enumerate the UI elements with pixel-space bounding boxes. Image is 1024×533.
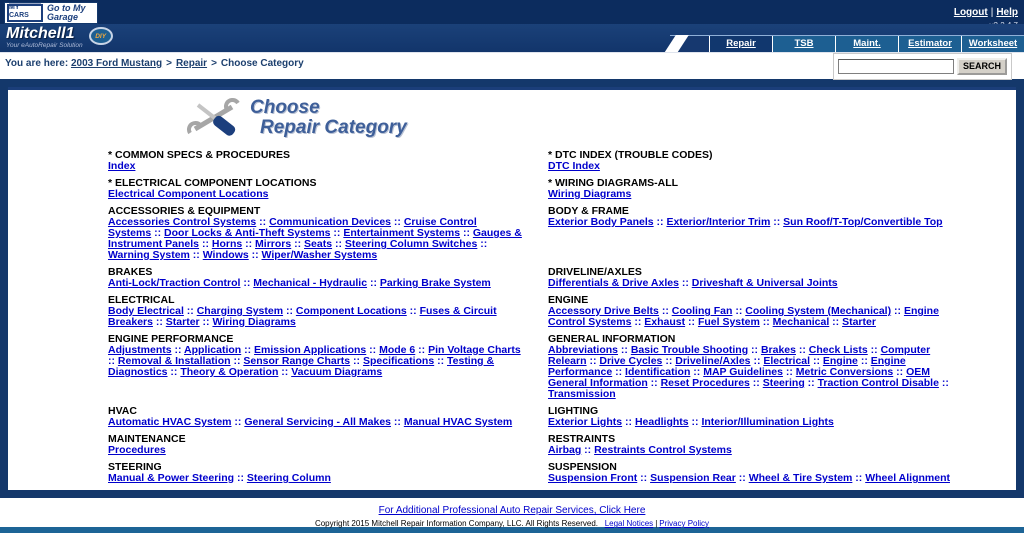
breadcrumb-label: You are here: [5,58,69,69]
category-link[interactable]: Metric Conversions [795,366,894,378]
link-separator: :: [750,355,764,367]
category-link[interactable]: Mirrors [255,238,292,250]
category-link[interactable]: Exterior Lights [548,416,623,428]
category-link[interactable]: General Servicing - All Makes [244,416,391,428]
main-region [0,79,1024,498]
category-row [108,434,1016,456]
category-link[interactable]: Driveshaft & Universal Joints [691,277,838,289]
category-link[interactable]: Wheel & Tire System [748,472,853,484]
category-link[interactable]: Wiring Diagrams [548,188,632,200]
category-link[interactable]: Engine [822,355,858,367]
category-cell-left [108,206,548,261]
category-link[interactable]: Entertainment Systems [343,227,461,239]
category-link[interactable]: Exhaust [644,316,686,328]
category-link[interactable]: Abbreviations [548,344,619,356]
tab-tsb[interactable]: TSB [772,36,835,52]
link-separator: :: [647,377,661,389]
category-links [548,161,962,172]
brand-tagline: Your eAutoRepair Solution [6,42,83,49]
breadcrumb-current: Choose Category [220,58,304,69]
link-separator: :: [759,316,773,328]
category-link[interactable]: Seats [304,238,333,250]
legal-notices-link[interactable]: Legal Notices [604,519,654,528]
link-separator: :: [658,305,672,317]
category-link[interactable]: Steering Column Switches [344,238,478,250]
tab-bar [670,35,1024,52]
link-separator: :: [415,344,429,356]
category-link[interactable]: Transmission [548,388,616,400]
garage-button-label: Go to My Garage [47,3,86,22]
category-links [108,306,522,328]
category-link[interactable]: Vacuum Diagrams [291,366,383,378]
category-link[interactable]: Pin Voltage Charts [428,344,521,356]
category-link[interactable]: Computer Relearn [548,344,931,367]
category-cell-left [108,334,548,400]
category-cell-left [108,178,548,200]
utility-bar [0,0,1024,24]
category-link[interactable]: Sensor Range Charts [243,355,351,367]
category-link[interactable]: Exterior Body Panels [548,216,654,228]
category-heading: GENERAL INFORMATION [548,333,676,345]
category-cell-left [108,406,548,428]
category-cell-right [548,334,988,400]
breadcrumb-row [0,52,1024,79]
category-cell-right [548,434,988,456]
tab-repair[interactable]: Repair [709,36,772,52]
category-link[interactable]: Engine Control Systems [548,305,939,328]
link-separator: :: [893,366,907,378]
link-separator: :: [367,277,380,289]
category-link[interactable]: Manual HVAC System [403,416,513,428]
category-row [108,150,1016,172]
category-link[interactable]: Brakes [760,344,796,356]
logout-link[interactable]: Logout [953,7,988,18]
link-separator: :: [622,416,635,428]
category-row [108,462,1016,484]
category-heading: DRIVELINE/AXLES [548,266,642,278]
category-link[interactable]: MAP Guidelines [703,366,783,378]
link-separator: :: [167,366,181,378]
link-separator: :: [782,366,796,378]
category-cell-right [548,206,988,261]
category-link[interactable]: Starter [842,316,876,328]
category-heading: * DTC INDEX (TROUBLE CODES) [548,149,713,161]
category-row [108,295,1016,328]
tab-estimator[interactable]: Estimator [898,36,961,52]
link-separator: :: [685,316,698,328]
link-separator: :: [108,355,118,367]
link-separator: :: [234,472,247,484]
category-cell-right [548,295,988,328]
link-separator: :: [857,355,871,367]
category-link[interactable]: Steering Column [246,472,331,484]
link-separator: :: [189,249,203,261]
category-heading: * COMMON SPECS & PROCEDURES [108,149,291,161]
link-separator: :: [199,316,213,328]
category-cell-right [548,178,988,200]
category-link[interactable]: Electrical Component Locations [108,188,269,200]
category-link[interactable]: Manual & Power Steering [108,472,235,484]
link-separator: :: [810,355,823,367]
category-link[interactable]: Application [184,344,242,356]
search-input[interactable] [838,59,954,74]
link-separator: :: [688,416,702,428]
link-separator: :: [678,277,692,289]
link-separator: :: [662,355,676,367]
category-links [548,473,962,484]
category-link[interactable]: Check Lists [808,344,868,356]
link-separator: :: [748,344,761,356]
link-separator: :: [637,472,651,484]
breadcrumb-trail [71,58,304,69]
category-link[interactable]: Airbag [548,444,582,456]
copyright-text: Copyright 2015 Mitchell Repair Information Company, LLC. All Rights Reserved. [314,519,599,528]
link-separator: :: [391,216,404,228]
category-links [548,306,962,328]
category-heading: * WIRING DIAGRAMS-ALL [548,177,679,189]
category-links [108,345,522,378]
link-separator: :: [770,216,784,228]
category-links [548,417,962,428]
category-links [548,445,962,456]
category-link[interactable]: Mechanical - Hydraulic [253,277,368,289]
category-link[interactable]: Removal & Installation [117,355,231,367]
category-link[interactable]: Suspension Rear [650,472,736,484]
go-to-my-garage-button[interactable] [4,2,98,24]
link-separator: :: [795,344,809,356]
category-links [548,189,962,200]
tab-worksheet[interactable]: Worksheet [961,36,1024,52]
category-cell-right [548,462,988,484]
category-link[interactable]: Accessories Control Systems [108,216,257,228]
category-link[interactable]: Interior/Illumination Lights [701,416,834,428]
utility-separator: | [990,7,994,18]
link-separator: :: [242,238,256,250]
link-separator: :: [152,316,166,328]
category-cell-left [108,150,548,172]
diy-badge-icon: DIY [89,27,113,45]
additional-services-link[interactable]: For Additional Professional Auto Repair Services, Click Here [378,505,646,516]
breadcrumb-separator: > [166,58,172,69]
category-links [108,217,522,261]
category-heading: HVAC [108,405,137,417]
category-link[interactable]: Procedures [108,444,166,456]
category-heading: BRAKES [108,266,153,278]
category-row [108,178,1016,200]
category-link[interactable]: Emission Applications [254,344,367,356]
page-title [250,98,407,138]
brand-logo [6,25,113,49]
breadcrumb-link[interactable]: 2003 Ford Mustang [70,58,163,69]
link-separator: :: [749,377,763,389]
category-link[interactable]: Basic Trouble Shooting [630,344,749,356]
link-separator: :: [151,227,165,239]
link-separator: :: [581,444,595,456]
category-link[interactable]: Cooling Fan [671,305,733,317]
category-link[interactable]: Theory & Operation [180,366,279,378]
category-links [108,445,522,456]
category-links [108,417,522,428]
link-separator: :: [330,227,344,239]
link-separator: :: [434,355,447,367]
category-links [108,278,522,289]
category-heading: LIGHTING [548,405,599,417]
category-link[interactable]: Adjustments [108,344,172,356]
link-separator: :: [631,316,645,328]
category-heading: RESTRAINTS [548,433,616,445]
category-link[interactable]: Index [108,160,136,172]
category-link[interactable]: Starter [165,316,200,328]
category-link[interactable]: Exterior/Interior Trim [666,216,771,228]
link-separator: :: [241,344,255,356]
privacy-policy-link[interactable]: Privacy Policy [659,519,710,528]
category-link[interactable]: Parking Brake System [379,277,491,289]
category-heading: ENGINE PERFORMANCE [108,333,234,345]
category-link[interactable]: Wheel Alignment [865,472,950,484]
link-separator: :: [171,344,185,356]
link-separator: :: [735,472,749,484]
search-button[interactable]: SEARCH [957,58,1007,75]
page-title-line2: Repair Category [260,117,407,138]
link-separator: :: [867,344,881,356]
category-link[interactable]: Drive Cycles [599,355,663,367]
link-separator: :: [248,249,262,261]
breadcrumb-separator: > [211,58,217,69]
link-separator: :: [332,238,345,250]
category-link[interactable]: Suspension Front [548,472,638,484]
category-cell-right [548,406,988,428]
link-separator: :: [240,277,254,289]
link-separator: :: [477,238,488,250]
link-separator: :: [278,366,292,378]
category-link[interactable]: Steering [762,377,805,389]
link-separator: :: [391,416,404,428]
category-cell-right [548,150,988,172]
category-heading: SUSPENSION [548,461,617,473]
category-link[interactable]: Specifications [362,355,435,367]
breadcrumb [5,58,304,69]
link-separator: :: [852,472,866,484]
category-link[interactable]: Restraints Control Systems [594,444,732,456]
plate-label: MY CARS [9,4,29,19]
category-heading: STEERING [108,461,162,473]
category-row [108,406,1016,428]
link-separator: :: [350,355,363,367]
link-separator: :: [199,238,212,250]
category-link[interactable]: Door Locks & Anti-Theft Systems [164,227,331,239]
category-heading: * ELECTRICAL COMPONENT LOCATIONS [108,177,317,189]
category-cell-left [108,267,548,289]
category-link[interactable]: OEM General Information [548,366,930,389]
link-separator: :: [938,377,949,389]
category-link[interactable]: Communication Devices [269,216,392,228]
category-link[interactable]: Driveline/Axles [675,355,751,367]
link-separator: :: [283,305,296,317]
category-link[interactable]: Accessory Drive Belts [548,305,659,317]
license-plate-icon [7,4,43,22]
category-link[interactable]: Windows [202,249,249,261]
category-links [108,473,522,484]
search-box [833,53,1012,80]
category-cell-left [108,434,548,456]
category-grid [8,150,1016,490]
footer-separator: | [655,519,658,528]
category-heading: BODY & FRAME [548,205,629,217]
link-separator: :: [804,377,818,389]
category-heading: ENGINE [548,294,589,306]
diagonal-divider [664,35,689,53]
category-links [108,161,522,172]
page-title-line1: Choose [250,97,320,118]
link-separator: :: [690,366,704,378]
link-separator: :: [256,216,270,228]
link-separator: :: [732,305,746,317]
page-header [186,98,1016,142]
category-links [548,217,962,228]
category-row [108,206,1016,261]
category-links [548,345,962,400]
logo-bar [0,24,1024,52]
tab-maint[interactable]: Maint. [835,36,898,52]
category-link[interactable]: Electrical [763,355,811,367]
category-link[interactable]: Wiring Diagrams [212,316,296,328]
link-separator: :: [460,227,473,239]
category-heading: ELECTRICAL [108,294,175,306]
brand-name: Mitchell1 [6,25,75,42]
category-link[interactable]: Traction Control Disable [817,377,939,389]
category-link[interactable]: Anti-Lock/Traction Control [108,277,241,289]
category-link[interactable]: Engine Performance [548,355,906,378]
category-link[interactable]: Cooling System (Mechanical) [745,305,892,317]
category-link[interactable]: Reset Procedures [660,377,750,389]
footer [0,498,1024,527]
link-separator: :: [653,216,667,228]
category-link[interactable]: Wiper/Washer Systems [261,249,378,261]
link-separator: :: [366,344,380,356]
category-link[interactable]: Mechanical [772,316,830,328]
category-cell-left [108,295,548,328]
category-link[interactable]: Automatic HVAC System [108,416,232,428]
category-link[interactable]: Component Locations [295,305,407,317]
category-link[interactable]: Identification [625,366,691,378]
category-links [108,189,522,200]
category-cell-left [108,462,548,484]
link-separator: :: [612,366,626,378]
link-separator: :: [231,416,245,428]
content-box [8,87,1016,490]
link-separator: :: [406,305,420,317]
category-link[interactable]: Headlights [634,416,689,428]
link-separator: :: [891,305,904,317]
category-link[interactable]: Fuses & Circuit Breakers [108,305,497,328]
category-link[interactable]: Body Electrical [108,305,184,317]
link-separator: :: [829,316,843,328]
category-link[interactable]: Fuel System [697,316,760,328]
category-link[interactable]: Warning System [108,249,190,261]
category-link[interactable]: Charging System [196,305,284,317]
category-link[interactable]: Sun Roof/T-Top/Convertible Top [783,216,943,228]
link-separator: :: [618,344,631,356]
crossed-tools-icon [186,98,242,138]
link-separator: :: [291,238,305,250]
category-link[interactable]: Mode 6 [379,344,416,356]
breadcrumb-link[interactable]: Repair [175,58,208,69]
help-link[interactable]: Help [996,7,1018,18]
category-link[interactable]: Differentials & Drive Axles [548,277,679,289]
category-row [108,334,1016,400]
category-row [108,267,1016,289]
category-cell-right [548,267,988,289]
category-link[interactable]: Testing & Diagnostics [108,355,495,378]
link-separator: :: [230,355,244,367]
category-link[interactable]: Cruise Control Systems [108,216,477,239]
category-heading: ACCESSORIES & EQUIPMENT [108,205,261,217]
category-heading: MAINTENANCE [108,433,186,445]
category-links [548,278,962,289]
category-link[interactable]: Gauges & Instrument Panels [108,227,522,250]
category-link[interactable]: Horns [211,238,243,250]
link-separator: :: [183,305,197,317]
link-separator: :: [586,355,600,367]
category-link[interactable]: DTC Index [548,160,600,172]
